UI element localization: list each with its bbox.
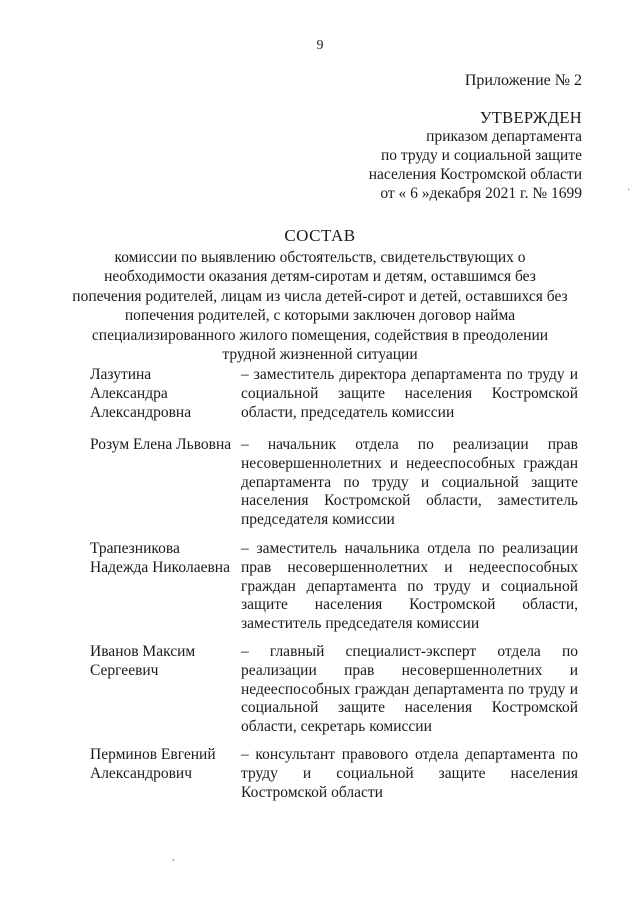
document-subtitle: комиссии по выявлению обстоятельств, свидетельствующих о необходимости оказания детям-сиротам и детям, оставшимся без попечения родителей, лицам из числа детей-сирот и детей, оставшихся без попечения родителей, с которыми заключен договор найма специализированного жилого помещения, содействия в преодолении трудной жизненной ситуации bbox=[72, 249, 568, 364]
member-name: Лазутина Александра Александровна bbox=[90, 366, 192, 421]
approval-block bbox=[369, 108, 582, 203]
member-role: – заместитель директора департамента по труду и социальной защите населения Костромской области, председатель комиссии bbox=[241, 366, 578, 421]
approval-line: по труду и социальной защите bbox=[380, 147, 582, 164]
member-role: – консультант правового отдела департамента по труду и социальной защите населения Костромской области bbox=[241, 746, 578, 801]
document-title: СОСТАВ bbox=[284, 226, 356, 245]
approval-line: приказом департамента bbox=[426, 128, 582, 145]
member-name: Иванов Максим Сергеевич bbox=[90, 643, 196, 679]
approval-heading: УТВЕРЖДЕН bbox=[479, 108, 582, 127]
member-role: – заместитель начальника отдела по реализации прав несовершеннолетних и недееспособных граждан департамента по труду и социальной защите населения Костромской области, заместитель председателя комиссии bbox=[241, 540, 578, 633]
scan-speck: , bbox=[172, 852, 175, 863]
member-name: Перминов Евгений Александрович bbox=[90, 746, 216, 782]
approval-line: населения Костромской области bbox=[368, 166, 582, 183]
page-number: 9 bbox=[316, 38, 324, 53]
appendix-label: Приложение № 2 bbox=[464, 72, 582, 89]
member-role: – начальник отдела по реализации прав несовершеннолетних и недееспособных граждан департамента по труду и социальной защите населения Костромской области, заместитель председателя комиссии bbox=[241, 436, 578, 529]
document-title-block bbox=[60, 226, 580, 364]
member-role: – главный специалист-эксперт отдела по реализации прав несовершеннолетних и недееспособных граждан департамента по труду и социальной защите населения Костромской области, секретарь комиссии bbox=[241, 643, 578, 736]
member-name: Розум Елена Львовна bbox=[90, 436, 232, 453]
approval-date-line: от « 6 »декабря 2021 г. № 1699 bbox=[380, 185, 582, 202]
member-name: Трапезникова Надежда Николаевна bbox=[90, 540, 230, 576]
scan-speck: · bbox=[627, 185, 631, 196]
